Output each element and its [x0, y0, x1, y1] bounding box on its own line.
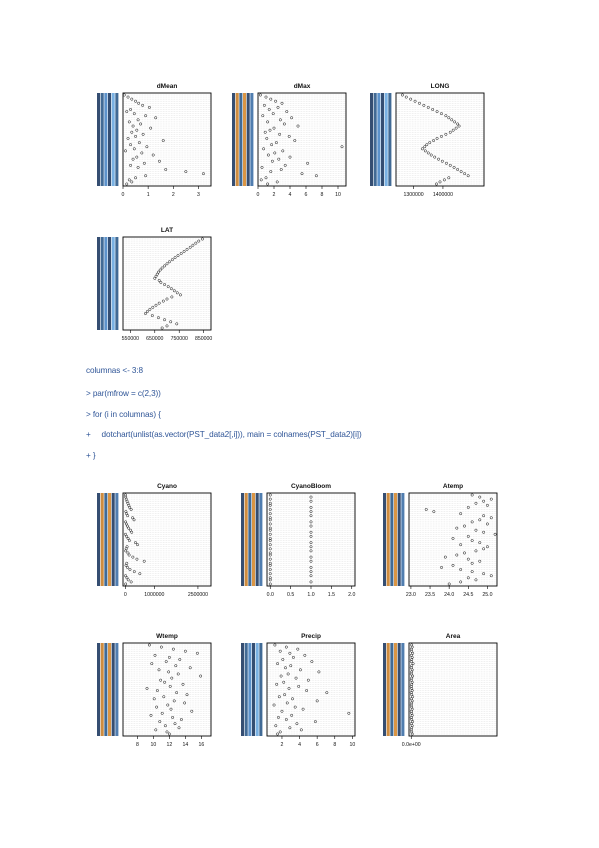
row-label-stripe	[370, 93, 373, 186]
x-tick-label: 24.0	[444, 592, 455, 598]
dotchart-dmax	[232, 78, 352, 203]
row-label-stripe	[259, 493, 262, 586]
dotchart-dmean	[97, 78, 217, 203]
row-label-stripe	[390, 643, 393, 736]
row-label-stripe	[250, 93, 253, 186]
dotchart-svg	[97, 478, 217, 603]
dotchart-cyano	[97, 478, 217, 603]
chart-title: CyanoBloom	[290, 483, 332, 490]
code-line: + dotchart(unlist(as.vector(PST_data2[,i])), main = colnames(PST_data2)[i])	[86, 430, 362, 439]
row-label-stripe	[401, 643, 404, 736]
row-label-stripe	[248, 643, 251, 736]
row-label-stripe	[398, 643, 401, 736]
dotchart-cyanobloom	[241, 478, 361, 603]
row-label-stripe	[97, 493, 100, 586]
row-label-stripe	[104, 493, 107, 586]
x-tick-label: 10	[150, 742, 157, 748]
row-label-stripe	[115, 237, 118, 330]
row-label-stripe	[108, 493, 111, 586]
x-tick-label: 8	[333, 742, 337, 748]
plot-frame	[123, 237, 211, 330]
row-label-stripe	[377, 93, 380, 186]
row-label-stripe	[112, 93, 115, 186]
row-label-stripe	[256, 643, 259, 736]
dotchart-lat	[97, 222, 217, 347]
row-label-stripe	[101, 493, 104, 586]
row-label-stripe	[390, 493, 393, 586]
dotchart-area	[383, 628, 503, 753]
x-tick-label: 23.5	[424, 592, 436, 598]
x-tick-label: 2	[280, 742, 284, 748]
row-label-stripe	[381, 93, 384, 186]
x-tick-label: 12	[166, 742, 173, 748]
dotchart-svg	[383, 478, 503, 603]
plot-frame	[258, 93, 346, 186]
chart-title: LONG	[430, 83, 450, 90]
dotchart-atemp	[383, 478, 503, 603]
plot-frame	[123, 643, 211, 736]
x-tick-label: 23.0	[405, 592, 416, 598]
chart-title: LAT	[160, 227, 174, 234]
row-label-stripe	[241, 493, 244, 586]
row-label-stripe	[394, 493, 397, 586]
row-label-stripe	[247, 93, 250, 186]
x-tick-label: 25.0	[482, 592, 493, 598]
x-tick-label: 550000	[121, 336, 139, 342]
dotchart-svg	[97, 628, 217, 753]
dotchart-wtemp	[97, 628, 217, 753]
row-label-stripe	[108, 237, 111, 330]
row-label-stripe	[108, 93, 111, 186]
row-label-stripe	[97, 237, 100, 330]
x-tick-label: 14	[182, 742, 189, 748]
row-label-stripe	[394, 643, 397, 736]
row-label-stripe	[383, 643, 386, 736]
chart-title: dMax	[293, 83, 311, 90]
row-label-stripe	[104, 93, 107, 186]
x-tick-label: 3	[196, 192, 200, 198]
x-tick-label: 16	[198, 742, 205, 748]
row-label-stripe	[236, 93, 239, 186]
row-label-stripe	[97, 93, 100, 186]
row-label-stripe	[245, 493, 248, 586]
x-tick-label: 24.5	[463, 592, 474, 598]
dotchart-svg	[241, 628, 361, 753]
row-label-stripe	[104, 643, 107, 736]
x-tick-label: 750000	[170, 336, 188, 342]
row-label-stripe	[398, 493, 401, 586]
x-tick-label: 1	[146, 192, 150, 198]
x-tick-label: 2.0	[348, 592, 356, 598]
plot-frame	[396, 93, 484, 186]
row-label-stripe	[115, 493, 118, 586]
x-tick-label: 4	[298, 742, 302, 748]
row-label-stripe	[252, 643, 255, 736]
plot-frame	[123, 493, 211, 586]
plot-frame	[267, 643, 355, 736]
code-line: > for (i in columnas) {	[86, 410, 161, 419]
chart-title: Wtemp	[156, 633, 178, 640]
row-label-stripe	[387, 643, 390, 736]
dotchart-svg	[232, 78, 352, 203]
row-label-stripe	[108, 643, 111, 736]
plot-frame	[267, 493, 355, 586]
x-tick-label: 6	[304, 192, 308, 198]
code-line: > par(mfrow = c(2,3))	[86, 389, 161, 398]
x-tick-label: 8	[135, 742, 139, 748]
x-tick-label: 0.5	[287, 592, 295, 598]
chart-title: dMean	[156, 83, 178, 90]
row-label-stripe	[115, 93, 118, 186]
x-tick-label: 6	[315, 742, 319, 748]
x-tick-label: 2	[272, 192, 276, 198]
row-label-stripe	[241, 643, 244, 736]
row-label-stripe	[383, 493, 386, 586]
code-line: columnas <- 3:8	[86, 366, 143, 375]
row-label-stripe	[388, 93, 391, 186]
x-tick-label: 4	[288, 192, 292, 198]
chart-title: Precip	[301, 633, 321, 640]
dotchart-svg	[370, 78, 490, 203]
x-tick-label: 850000	[195, 336, 213, 342]
x-tick-label: 650000	[146, 336, 164, 342]
row-label-stripe	[401, 493, 404, 586]
row-label-stripe	[104, 237, 107, 330]
x-tick-label: 1.0	[307, 592, 315, 598]
row-label-stripe	[101, 237, 104, 330]
row-label-stripe	[252, 493, 255, 586]
row-label-stripe	[259, 643, 262, 736]
chart-title: Area	[445, 633, 461, 640]
row-label-stripe	[232, 93, 235, 186]
row-label-stripe	[97, 643, 100, 736]
row-label-stripe	[374, 93, 377, 186]
x-tick-label: 0	[121, 192, 125, 198]
chart-title: Atemp	[442, 483, 464, 490]
dotchart-svg	[383, 628, 503, 753]
x-tick-label: 0.0e+00	[401, 742, 421, 748]
x-tick-label: 2500000	[187, 592, 209, 598]
chart-title: Cyano	[157, 483, 177, 490]
dotchart-long	[370, 78, 490, 203]
x-tick-label: 10	[349, 742, 356, 748]
dotchart-precip	[241, 628, 361, 753]
x-tick-label: 0.0	[266, 592, 274, 598]
x-tick-label: 1.5	[327, 592, 335, 598]
x-tick-label: 0	[256, 192, 260, 198]
row-label-stripe	[115, 643, 118, 736]
plot-frame	[409, 643, 497, 736]
row-label-stripe	[387, 493, 390, 586]
row-label-stripe	[112, 493, 115, 586]
dotchart-svg	[97, 222, 217, 347]
row-label-stripe	[112, 643, 115, 736]
x-tick-label: 10	[335, 192, 341, 198]
x-tick-label: 1000000	[144, 592, 165, 598]
row-label-stripe	[243, 93, 246, 186]
row-label-stripe	[101, 643, 104, 736]
x-tick-label: 1300000	[403, 192, 424, 198]
row-label-stripe	[248, 493, 251, 586]
x-tick-label: 2	[171, 192, 175, 198]
x-tick-label: 1400000	[432, 192, 454, 198]
dotchart-svg	[97, 78, 217, 203]
row-label-stripe	[385, 93, 388, 186]
plot-frame	[123, 93, 211, 186]
code-line: + }	[86, 451, 96, 460]
dotchart-svg	[241, 478, 361, 603]
x-tick-label: 8	[320, 192, 324, 198]
row-label-stripe	[239, 93, 242, 186]
row-label-stripe	[101, 93, 104, 186]
x-tick-label: 0	[123, 592, 127, 598]
row-label-stripe	[112, 237, 115, 330]
row-label-stripe	[245, 643, 248, 736]
row-label-stripe	[256, 493, 259, 586]
